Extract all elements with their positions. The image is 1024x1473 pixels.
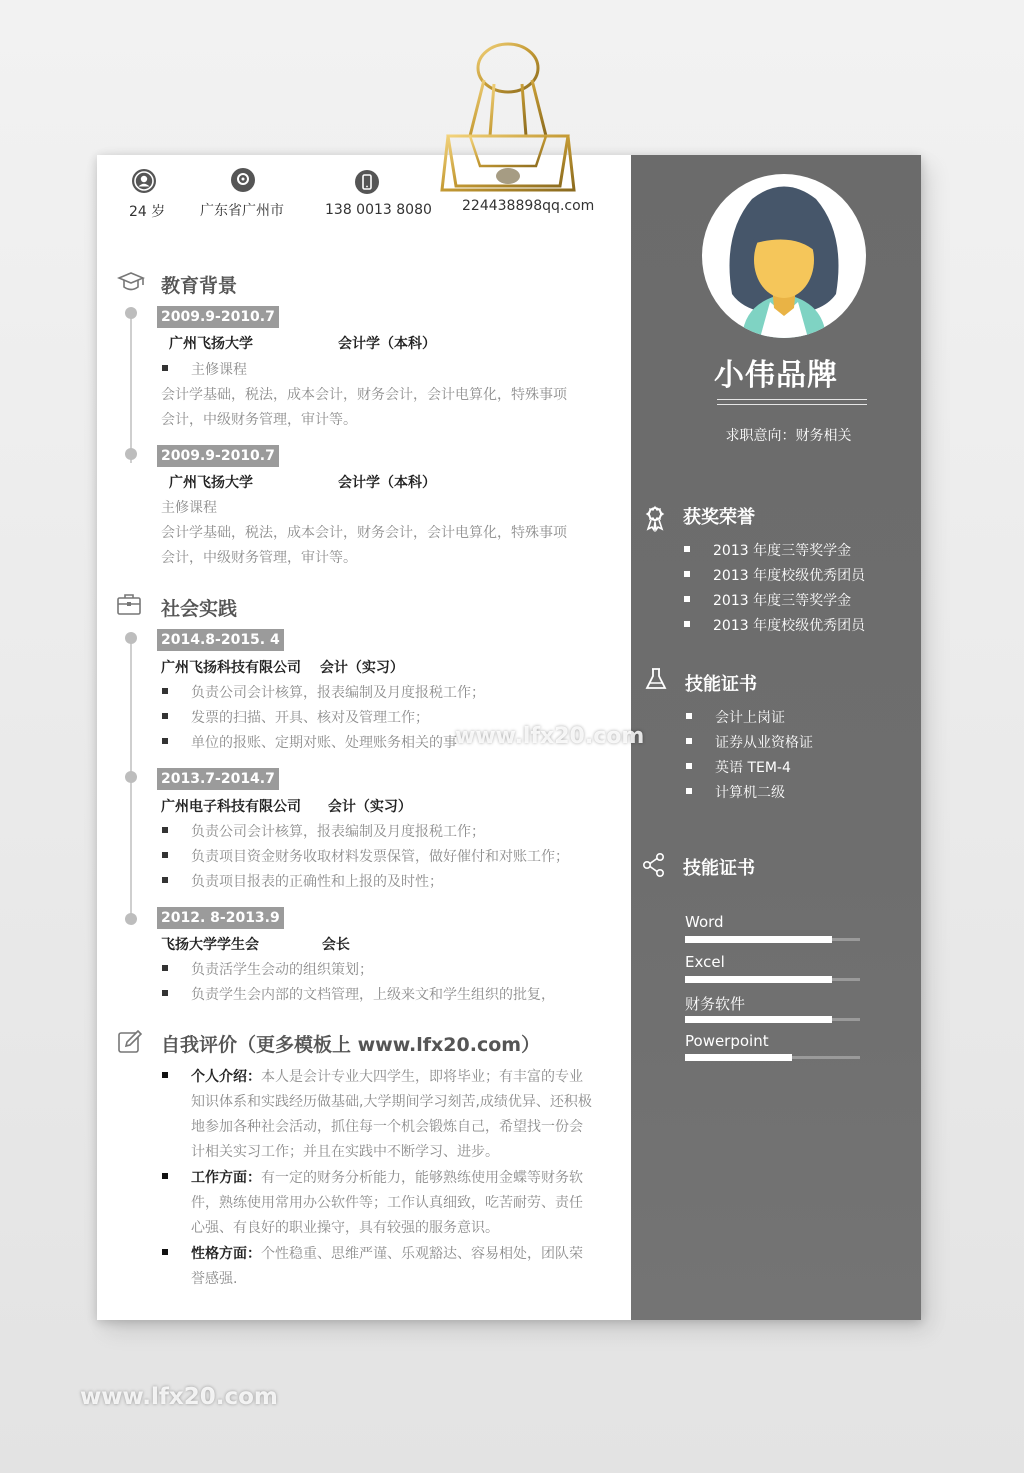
evaluation-title: 自我评价（更多模板上 www.lfx20.com） — [161, 1034, 541, 1056]
skill-name: Word — [685, 913, 724, 931]
skill-bar — [685, 938, 860, 941]
bullet-square — [162, 852, 168, 858]
skill-bar — [685, 978, 860, 981]
skill-name: 财务软件 — [685, 995, 746, 1013]
timeline-dot — [125, 307, 137, 319]
edit-pencil-icon — [116, 1028, 144, 1056]
award-item-text: 2013 年度校级优秀团员 — [713, 568, 866, 584]
bullet-square — [162, 990, 168, 996]
skill-name: Powerpoint — [685, 1032, 769, 1050]
contact-email: 224438898qq.com — [462, 198, 595, 214]
avatar-woman-icon — [702, 174, 866, 338]
timeline-dot — [125, 913, 137, 925]
phone-icon — [355, 170, 379, 194]
certs-title: 技能证书 — [685, 674, 757, 695]
practice-item-text: 单位的报账、定期对账、处理账务相关的事 — [191, 735, 457, 751]
org-name: 广州电子科技有限公司 — [161, 799, 301, 815]
skill-name: Excel — [685, 953, 725, 971]
education-date: 2009.9-2010.7 — [157, 445, 279, 467]
practice-org — [161, 934, 350, 954]
practice-item-text: 负责公司会计核算，报表编制及月度报税工作； — [191, 824, 485, 840]
graduation-cap-icon — [117, 268, 145, 296]
education-school: 广州飞扬大学 — [169, 475, 253, 491]
practice-item-text: 负责公司会计核算，报表编制及月度报税工作； — [191, 685, 485, 701]
practice-item-text: 发票的扫描、开具、核对及管理工作； — [191, 710, 429, 726]
practice-item-text: 负责活学生会动的组织策划； — [191, 962, 373, 978]
education-major: 会计学（本科） — [338, 336, 436, 352]
bullet-square — [684, 621, 690, 627]
practice-org — [161, 796, 412, 816]
evaluation-label: 性格方面： — [191, 1246, 261, 1262]
avatar — [702, 174, 866, 338]
award-item-text: 2013 年度三等奖学金 — [713, 593, 852, 609]
evaluation-text: 有一定的财务分析能力，能够熟练使用金蝶等财务软件，熟练使用常用办公软件等；工作认真细致，吃苦耐劳、责任心强、有良好的职业操守，具有较强的服务意识。 — [191, 1170, 583, 1236]
awards-title: 获奖荣誉 — [683, 507, 755, 528]
course-list: 会计学基础，税法，成本会计，财务会计，会计电算化，特殊事项 — [161, 387, 567, 403]
evaluation-label: 个人介绍： — [191, 1069, 261, 1085]
bullet-square — [162, 688, 168, 694]
award-item-text: 2013 年度三等奖学金 — [713, 543, 852, 559]
skills-title: 技能证书 — [683, 858, 755, 879]
evaluation-text: 个性稳重、思维严谨、乐观豁达、容易相处，团队荣誉感强. — [191, 1246, 583, 1287]
bullet-square — [162, 827, 168, 833]
practice-date: 2014.8-2015. 4 — [157, 629, 284, 651]
evaluation-text: 本人是会计专业大四学生，即将毕业；有丰富的专业知识体系和实践经历做基础,大学期间学习刻苦,成绩优异、还积极地参加各种社会活动，抓住每一个机会锻炼自己，希望找一份会计相关实习工作；并且在实践中不断学习、进步。 — [191, 1069, 592, 1160]
skill-bar — [685, 1018, 860, 1021]
bullet-square — [162, 1072, 168, 1078]
education-date: 2009.9-2010.7 — [157, 306, 279, 328]
evaluation-item — [162, 1166, 592, 1241]
bullet-square — [162, 1249, 168, 1255]
practice-item-text: 负责项目报表的正确性和上报的及时性； — [191, 874, 443, 890]
flask-icon — [644, 666, 668, 692]
bullet-square — [162, 965, 168, 971]
bullet-square — [162, 365, 168, 371]
practice-org — [161, 657, 404, 677]
skill-bar-fill — [685, 936, 832, 943]
evaluation-item — [162, 1065, 592, 1165]
course-label: 主修课程 — [161, 500, 217, 516]
course-list: 会计，中级财务管理，审计等。 — [161, 412, 357, 428]
skill-bar-fill — [685, 1054, 792, 1061]
cert-item-text: 证券从业资格证 — [715, 735, 813, 751]
award-item-text: 2013 年度校级优秀团员 — [713, 618, 866, 634]
timeline-dot — [125, 632, 137, 644]
name-divider — [717, 404, 867, 405]
education-school: 广州飞扬大学 — [169, 336, 253, 352]
bullet-square — [686, 713, 692, 719]
education-title: 教育背景 — [161, 275, 238, 297]
bullet-square — [684, 546, 690, 552]
contact-age: 24 岁 — [129, 204, 166, 220]
contact-location: 广东省广州市 — [200, 203, 284, 219]
watermark-bottom: www.lfx20.com — [80, 1384, 278, 1410]
timeline-dot — [125, 448, 137, 460]
timeline-dot — [125, 771, 137, 783]
person-icon — [132, 169, 156, 193]
cert-item-text: 英语 TEM-4 — [715, 760, 791, 776]
org-role: 会计（实习） — [327, 799, 412, 815]
org-name: 飞扬大学学生会 — [161, 937, 259, 953]
bullet-square — [686, 788, 692, 794]
award-medal-icon — [642, 504, 668, 532]
contact-phone: 138 0013 8080 — [325, 202, 432, 218]
name-divider — [717, 399, 867, 400]
skill-bar-fill — [685, 976, 832, 983]
evaluation-item — [162, 1242, 592, 1292]
education-timeline — [130, 313, 132, 463]
practice-item-text: 负责学生会内部的文档管理，上级来文和学生组织的批复， — [191, 987, 555, 1003]
course-label: 主修课程 — [191, 362, 247, 378]
education-major: 会计学（本科） — [338, 475, 436, 491]
bullet-square — [162, 1173, 168, 1179]
location-pin-icon — [231, 168, 255, 192]
bullet-square — [684, 571, 690, 577]
org-role: 会长 — [321, 937, 350, 953]
practice-date: 2012. 8-2013.9 — [157, 907, 284, 929]
watermark-center: www.lfx20.com — [455, 724, 645, 749]
skill-bar-fill — [685, 1016, 832, 1023]
org-role: 会计（实习） — [319, 660, 404, 676]
skill-bar — [685, 1056, 860, 1059]
practice-date: 2013.7-2014.7 — [157, 768, 279, 790]
evaluation-label: 工作方面： — [191, 1170, 261, 1186]
bullet-square — [162, 877, 168, 883]
bullet-square — [162, 713, 168, 719]
practice-item-text: 负责项目资金财务收取材料发票保管，做好催付和对账工作； — [191, 849, 569, 865]
cert-item-text: 会计上岗证 — [715, 710, 785, 726]
bullet-square — [686, 738, 692, 744]
job-intention: 求职意向：财务相关 — [725, 428, 852, 444]
cert-item-text: 计算机二级 — [715, 785, 785, 801]
bullet-square — [684, 596, 690, 602]
org-name: 广州飞扬科技有限公司 — [161, 660, 301, 676]
bullet-square — [162, 738, 168, 744]
practice-title: 社会实践 — [161, 598, 238, 620]
bullet-square — [686, 763, 692, 769]
share-icon — [641, 851, 667, 879]
profile-name: 小伟品牌 — [714, 358, 838, 393]
binder-clip-icon — [440, 40, 576, 200]
course-list: 会计，中级财务管理，审计等。 — [161, 550, 357, 566]
briefcase-icon — [115, 591, 143, 619]
course-list: 会计学基础，税法，成本会计，财务会计，会计电算化，特殊事项 — [161, 525, 567, 541]
